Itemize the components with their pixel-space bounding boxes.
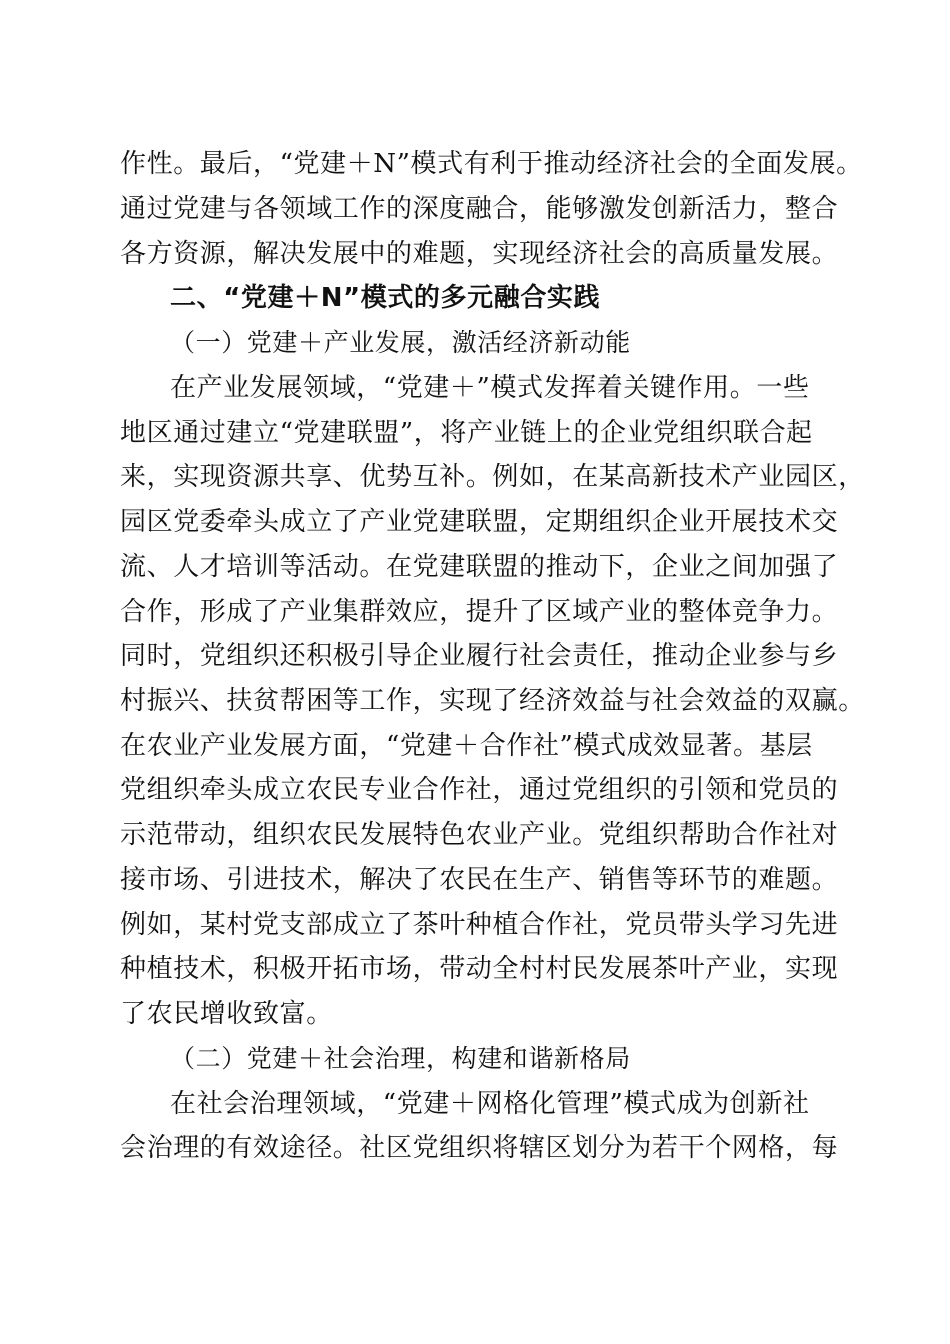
text-line: 园区党委牵头成立了产业党建联盟，定期组织企业开展技术交 [120,507,839,537]
text-line: 流、人才培训等活动。在党建联盟的推动下，企业之间加强了 [120,552,839,582]
text-line: 示范带动，组织农民发展特色农业产业。党组织帮助合作社对 [120,820,839,850]
text-line: 在农业产业发展方面，“党建＋合作社”模式成效显著。基层 [120,731,813,761]
text-line: 村振兴、扶贫帮困等工作，实现了经济效益与社会效益的双赢。 [120,686,865,716]
text-line: 来，实现资源共享、优势互补。例如，在某高新技术产业园区， [120,462,865,492]
section-heading: 二、“党建＋N”模式的多元融合实践 [170,283,601,313]
subsection-heading: （二）党建＋社会治理，构建和谐新格局 [170,1044,631,1073]
text-line: 例如，某村党支部成立了茶叶种植合作社，党员带头学习先进 [120,910,839,940]
text-line: 种植技术，积极开拓市场，带动全村村民发展茶叶产业，实现 [120,954,839,984]
text-line: 各方资源，解决发展中的难题，实现经济社会的高质量发展。 [120,239,839,269]
text-line: 接市场、引进技术，解决了农民在生产、销售等环节的难题。 [120,865,839,895]
text-line: 党组织牵头成立农民专业合作社，通过党组织的引领和党员的 [120,775,839,805]
subsection-heading: （一）党建＋产业发展，激活经济新动能 [170,328,631,357]
text-line: 合作，形成了产业集群效应，提升了区域产业的整体竞争力。 [120,597,839,627]
text-line: 作性。最后，“党建＋N”模式有利于推动经济社会的全面发展。 [120,149,863,179]
text-line: 了农民增收致富。 [120,999,333,1029]
paragraph-first-line: 在社会治理领域，“党建＋网格化管理”模式成为创新社 [170,1089,810,1119]
paragraph-first-line: 在产业发展领域，“党建＋”模式发挥着关键作用。一些 [170,373,810,403]
text-line: 地区通过建立“党建联盟”，将产业链上的企业党组织联合起 [120,418,813,448]
text-line: 会治理的有效途径。社区党组织将辖区划分为若干个网格，每 [120,1133,839,1163]
text-line: 通过党建与各领域工作的深度融合，能够激发创新活力，整合 [120,194,839,224]
text-line: 同时，党组织还积极引导企业履行社会责任，推动企业参与乡 [120,641,839,671]
